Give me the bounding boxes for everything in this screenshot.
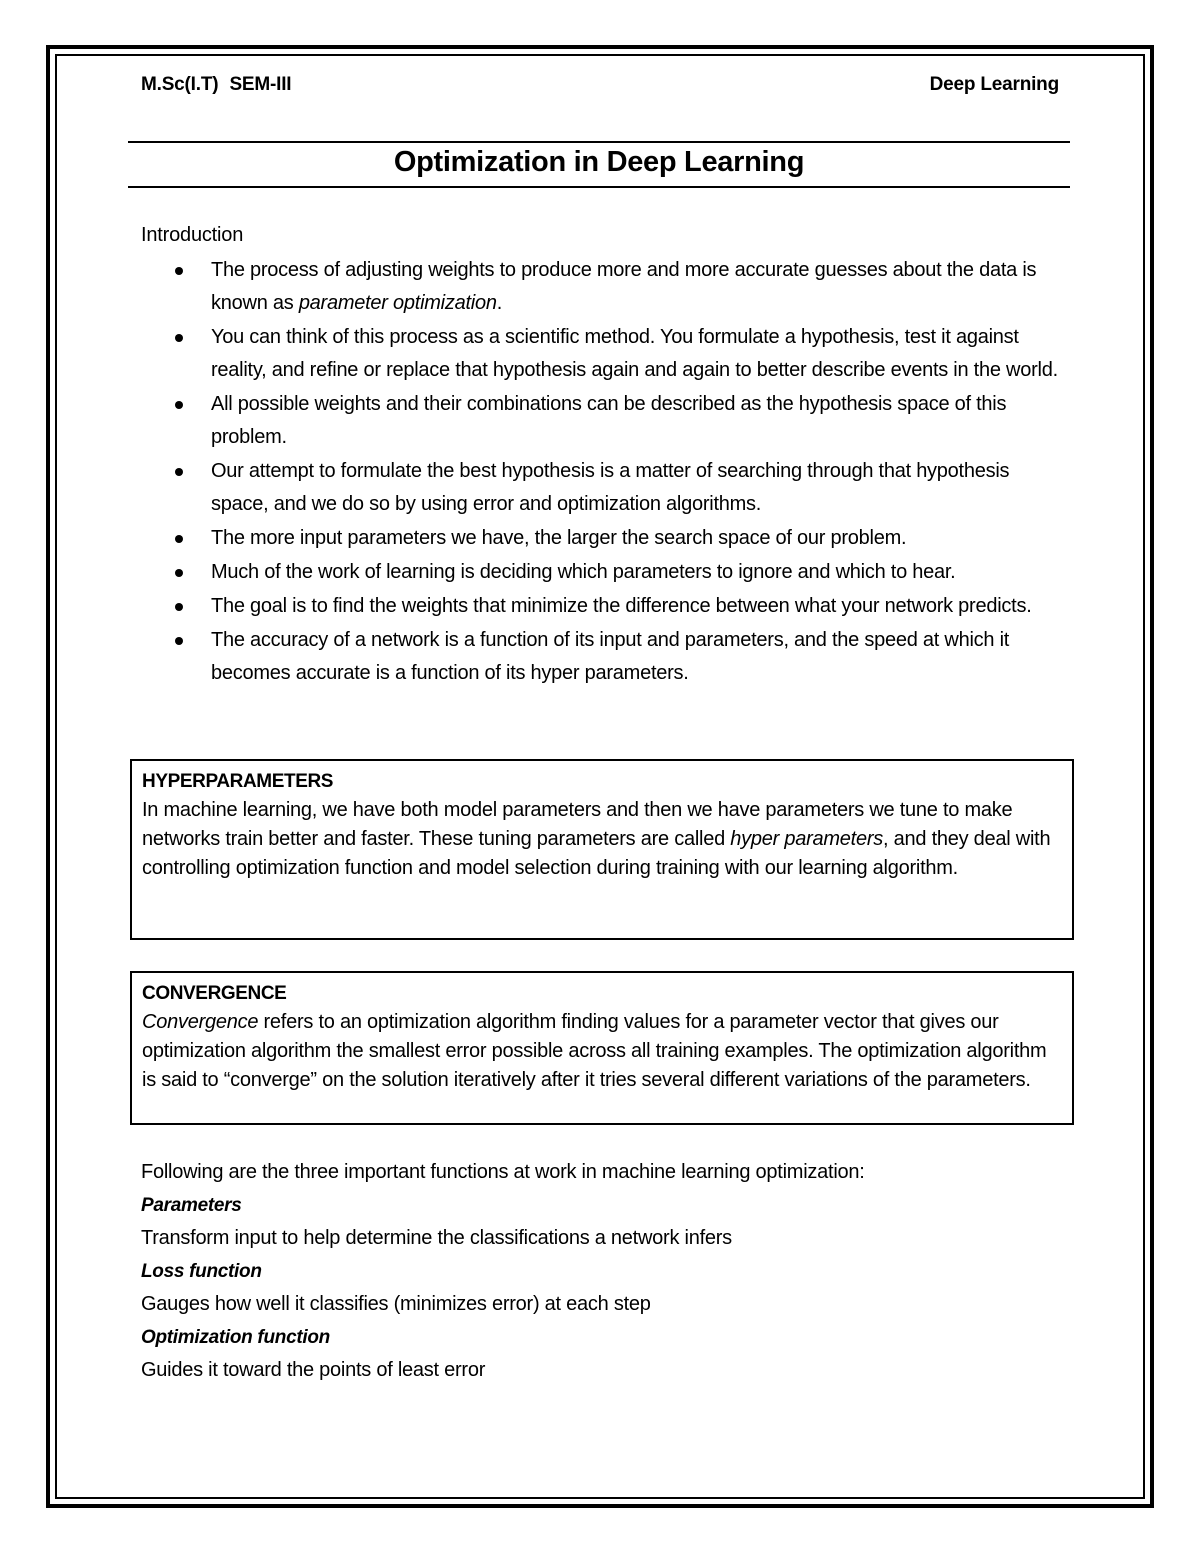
- bullet-text: You can think of this process as a scientific method. You formulate a hypothesis, test it against reality, and refine or replace that hypothesis again and again to better describe events in the world.: [211, 326, 1058, 381]
- bullet-icon: [175, 569, 183, 577]
- bullet-text-before: The process of adjusting weights to produce more and more accurate guesses about the data is known as: [211, 259, 1037, 314]
- bullet-text: All possible weights and their combinations can be described as the hypothesis space of this problem.: [211, 393, 1007, 448]
- functions-section: [141, 1156, 1071, 1387]
- function-name-loss: Loss function: [141, 1261, 262, 1282]
- hyperparameters-text: [142, 796, 1062, 883]
- bullet-text: The more input parameters we have, the larger the search space of our problem.: [211, 527, 907, 549]
- bullet-text: The accuracy of a network is a function of its input and parameters, and the speed at which it becomes accurate is a function of its hyper parameters.: [211, 629, 1010, 684]
- bullet-item: [141, 254, 1071, 320]
- bullet-text: Much of the work of learning is deciding which parameters to ignore and which to hear.: [211, 561, 956, 583]
- bullet-icon: [175, 535, 183, 543]
- bullet-icon: [175, 267, 183, 275]
- bullet-item: [141, 522, 1071, 555]
- introduction-heading: Introduction: [141, 224, 244, 246]
- convergence-heading: CONVERGENCE: [142, 983, 287, 1004]
- header-subject: Deep Learning: [929, 74, 1059, 95]
- function-description-loss: Gauges how well it classifies (minimizes error) at each step: [141, 1293, 651, 1315]
- bullet-icon: [175, 401, 183, 409]
- hyperparameters-box: [130, 759, 1074, 940]
- function-name-optimization: Optimization function: [141, 1327, 330, 1348]
- bullet-text-after: .: [496, 292, 503, 314]
- bullet-icon: [175, 637, 183, 645]
- bullet-icon: [175, 603, 183, 611]
- introduction-bullet-list: [141, 254, 1071, 691]
- bullet-item: [141, 388, 1071, 454]
- title-rule-bottom: [128, 186, 1070, 188]
- hyperparameters-heading: HYPERPARAMETERS: [142, 771, 334, 792]
- functions-intro: Following are the three important functions at work in machine learning optimization:: [141, 1161, 865, 1183]
- function-description-optimization: Guides it toward the points of least error: [141, 1359, 486, 1381]
- function-name-parameters: Parameters: [141, 1195, 242, 1216]
- bullet-item: [141, 624, 1071, 690]
- hyperparameters-text-before: In machine learning, we have both model parameters and then we have parameters we tune to make networks train better and faster. These tuning parameters are called: [142, 799, 1013, 850]
- bullet-item: [141, 321, 1071, 387]
- convergence-box: [130, 971, 1074, 1125]
- bullet-item: [141, 455, 1071, 521]
- title-rule-top: [128, 141, 1070, 143]
- header-course: M.Sc(I.T) SEM-III: [141, 74, 292, 95]
- hyperparameters-text-after: , and they deal with controlling optimization function and model selection during training with our learning algorithm.: [142, 828, 1051, 879]
- convergence-text-after: refers to an optimization algorithm finding values for a parameter vector that gives our optimization algorithm the smallest error possible across all training examples. The optimization algorithm is said to “converge” on the solution iteratively after it tries several different variations of the parameters.: [142, 1011, 1047, 1091]
- bullet-text: Our attempt to formulate the best hypothesis is a matter of searching through that hypothesis space, and we do so by using error and optimization algorithms.: [211, 460, 1010, 515]
- function-description-parameters: Transform input to help determine the classifications a network infers: [141, 1227, 732, 1249]
- bullet-emphasis: parameter optimization: [298, 292, 497, 314]
- bullet-text: The goal is to find the weights that minimize the difference between what your network predicts.: [211, 595, 1032, 617]
- bullet-item: [141, 590, 1071, 623]
- bullet-icon: [175, 334, 183, 342]
- convergence-text: [142, 1008, 1062, 1095]
- bullet-icon: [175, 468, 183, 476]
- bullet-item: [141, 556, 1071, 589]
- hyperparameters-emphasis: hyper parameters: [730, 828, 884, 850]
- page-title: Optimization in Deep Learning: [393, 146, 805, 178]
- convergence-emphasis: Convergence: [142, 1011, 259, 1033]
